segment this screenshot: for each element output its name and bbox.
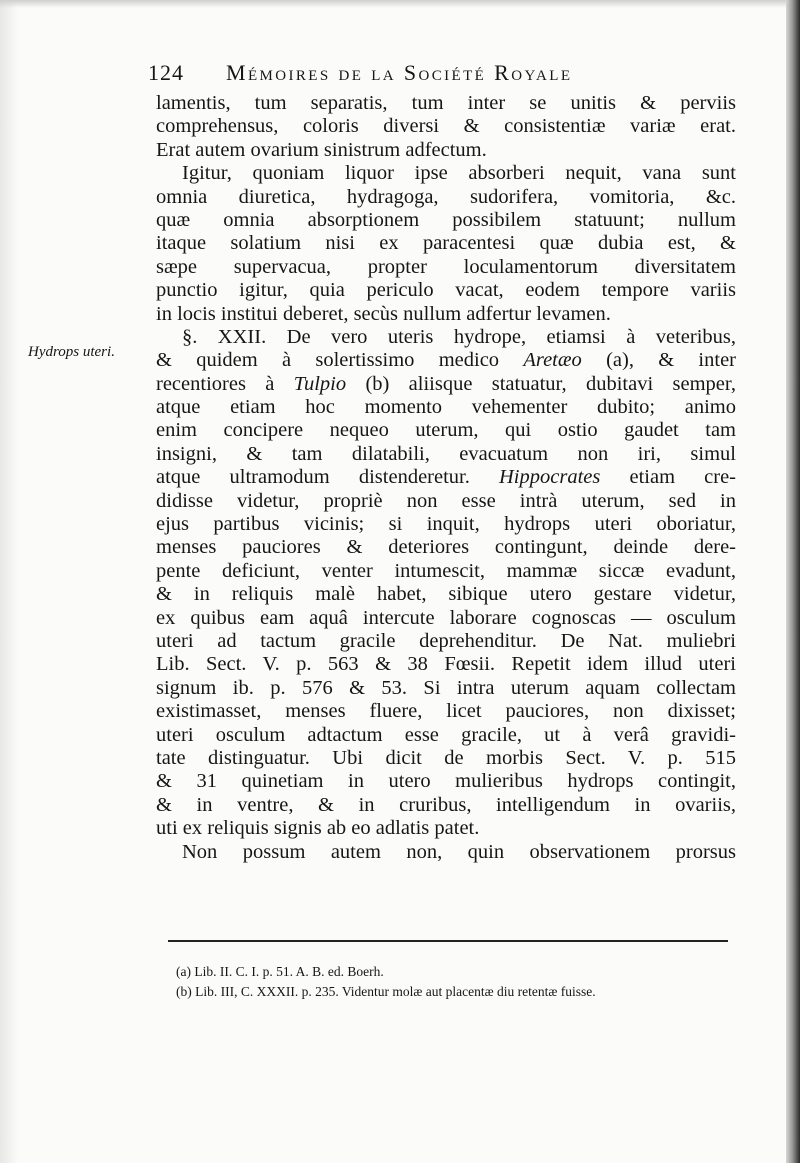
- body-line: & in reliquis malè habet, sibique utero gestare videtur,: [156, 583, 736, 606]
- running-head: [148, 60, 668, 92]
- body-line: pente deficiunt, venter intumescit, mammæ siccæ evadunt,: [156, 559, 736, 582]
- body-line: comprehensus, coloris diversi & consistentiæ variæ erat.: [156, 115, 736, 138]
- author-tulpius: Tulpio: [293, 372, 347, 395]
- footnote-rule: [168, 940, 728, 942]
- body-line: uti ex reliquis signis ab eo adlatis patet.: [156, 817, 480, 840]
- running-title: Mémoires de la Société Royale: [226, 60, 573, 85]
- body-line: punctio igitur, quia periculo vacat, eodem tempore variis: [156, 279, 736, 302]
- body-line: ex quibus eam aquâ intercute laborare cognoscas — osculum: [156, 606, 736, 629]
- body-text: [156, 92, 736, 864]
- body-line: recentiores à Tulpio (b) aliisque statuatur, dubitavi semper,: [156, 372, 736, 395]
- body-line: existimasset, menses fluere, licet pauciores, non dixisset;: [156, 700, 736, 723]
- body-line: ejus partibus vicinis; si inquit, hydrops uteri oboriatur,: [156, 513, 736, 536]
- body-line: & 31 quinetiam in utero mulieribus hydrops contingit,: [156, 770, 736, 793]
- page-gutter-edge: [786, 0, 800, 1163]
- author-aretaeus: Aretæo: [523, 349, 582, 372]
- body-line: lamentis, tum separatis, tum inter se unitis & perviis: [156, 92, 736, 114]
- body-line: uteri osculum adtactum esse gracile, ut à verâ gravidi-: [156, 723, 736, 746]
- body-line: signum ib. p. 576 & 53. Si intra uterum aquam collectam: [156, 676, 736, 699]
- section-heading-line: §. XXII. De vero uteris hydrope, etiamsi à veteribus,: [182, 325, 736, 348]
- body-line: Igitur, quoniam liquor ipse absorberi nequit, vana sunt: [182, 162, 736, 185]
- body-line: & quidem à solertissimo medico Aretæo (a), & inter: [156, 349, 737, 372]
- footnotes: [176, 962, 736, 1002]
- body-line: enim concipere nequeo uterum, qui ostio gaudet tam: [156, 419, 736, 442]
- body-line: quæ omnia absorptionem possibilem statuunt; nullum: [156, 208, 736, 231]
- body-line: menses pauciores & deteriores contingunt, deinde dere-: [156, 536, 736, 559]
- body-line: uteri ad tactum gracile deprehenditur. De Nat. muliebri: [156, 629, 736, 652]
- author-hippocrates: Hippocrates: [499, 466, 601, 489]
- body-line: Non possum autem non, quin observationem prorsus: [182, 840, 736, 863]
- body-line: didisse videtur, propriè non esse intrà uterum, sed in: [156, 489, 736, 512]
- page-number: 124: [148, 60, 184, 85]
- page-shadow-left: [0, 0, 18, 1163]
- body-line: in locis institui deberet, secùs nullum adfertur levamen.: [156, 302, 611, 325]
- footnote-a: (a) Lib. II. C. I. p. 51. A. B. ed. Boerh.: [176, 964, 384, 979]
- body-line: Erat autem ovarium sinistrum adfectum.: [156, 138, 487, 161]
- margin-note: Hydrops uteri.: [28, 344, 115, 360]
- body-line: atque ultramodum distenderetur. Hippocrates etiam cre-: [156, 466, 737, 489]
- body-line: insigni, & tam dilatabili, evacuatum non iri, simul: [156, 442, 736, 465]
- body-line: Lib. Sect. V. p. 563 & 38 Fœsii. Repetit idem illud uteri: [156, 653, 736, 676]
- body-line: omnia diuretica, hydragoga, sudorifera, vomitoria, &c.: [156, 185, 736, 208]
- body-line: tate distinguatur. Ubi dicit de morbis Sect. V. p. 515: [156, 746, 736, 769]
- page-shadow-top: [0, 0, 800, 8]
- footnote-b: (b) Lib. III, C. XXXII. p. 235. Videntur molæ aut placentæ diu retentæ fuisse.: [176, 984, 596, 999]
- body-line: atque etiam hoc momento vehementer dubito; animo: [156, 396, 736, 419]
- body-line: itaque solatium nisi ex paracentesi quæ dubia est, &: [156, 232, 736, 255]
- body-line: sæpe supervacua, propter loculamentorum diversitatem: [156, 255, 736, 278]
- body-line: & in ventre, & in cruribus, intelligendum in ovariis,: [156, 793, 736, 816]
